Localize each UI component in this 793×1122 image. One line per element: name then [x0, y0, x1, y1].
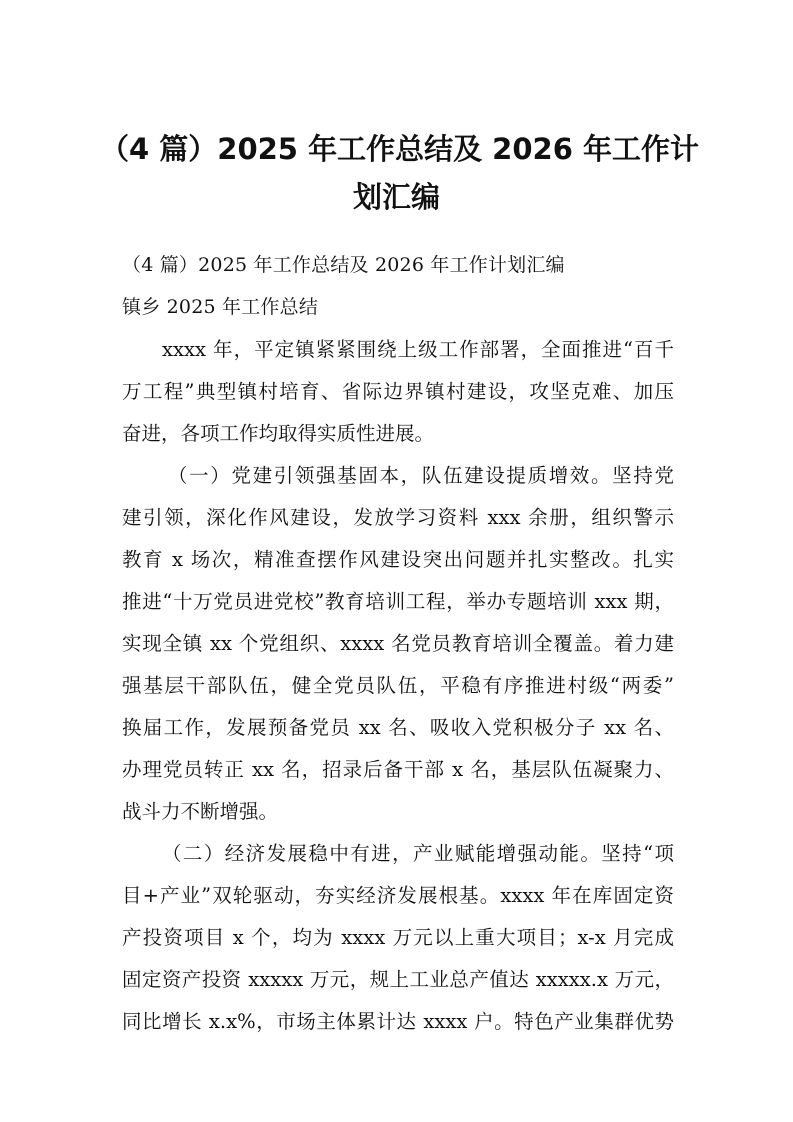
paragraph-line: 战斗力不断增强。 [122, 800, 279, 823]
paragraph-line: 奋进，各项工作均取得实质性进展。 [122, 422, 435, 445]
paragraph-line: 产投资项目 x 个，均为 xxxx 万元以上重大项目；x-x 月完成 [122, 926, 674, 949]
document-title-line-2: 划汇编 [352, 180, 440, 214]
paragraph-line: 建引领，深化作风建设，发放学习资料 xxx 余册，组织警示 [122, 506, 674, 529]
paragraph-line: 换届工作，发展预备党员 xx 名、吸收入党积极分子 xx 名、 [122, 716, 674, 739]
paragraph-line: 万工程”典型镇村培育、省际边界镇村建设，攻坚克难、加压 [122, 380, 674, 403]
paragraph-line: 实现全镇 xx 个党组织、xxxx 名党员教育培训全覆盖。着力建 [122, 632, 674, 655]
paragraph-line: 推进“十万党员进党校”教育培训工程，举办专题培训 xxx 期， [122, 590, 674, 613]
paragraph-line: （二）经济发展稳中有进，产业赋能增强动能。坚持“项 [162, 842, 674, 865]
paragraph-economy [122, 833, 674, 1043]
paragraph-line: 教育 x 场次，精准查摆作风建设突出问题并扎实整改。扎实 [122, 548, 674, 571]
paragraph-line: 强基层干部队伍，健全党员队伍，平稳有序推进村级“两委” [122, 674, 674, 697]
paragraph-party-building [122, 455, 674, 833]
paragraph-line: 办理党员转正 xx 名，招录后备干部 x 名，基层队伍凝聚力、 [122, 758, 674, 781]
paragraph-line: 同比增长 x.x%，市场主体累计达 xxxx 户。特色产业集群优势 [122, 1010, 674, 1033]
paragraph-line: xxxx 年，平定镇紧紧围绕上级工作部署，全面推进“百千 [162, 338, 674, 361]
paragraph-intro [122, 329, 674, 455]
paragraph-line: （一）党建引领强基固本，队伍建设提质增效。坚持党 [168, 464, 674, 487]
paragraph-line: 目+产业”双轮驱动，夯实经济发展根基。xxxx 年在库固定资 [122, 884, 674, 907]
section-heading: 镇乡 2025 年工作总结 [122, 296, 319, 318]
paragraph-line: 固定资产投资 xxxxx 万元，规上工业总产值达 xxxxx.x 万元， [122, 968, 674, 991]
document-subtitle: （4 篇）2025 年工作总结及 2026 年工作计划汇编 [122, 254, 565, 276]
document-title-line-1: （4 篇）2025 年工作总结及 2026 年工作计 [100, 132, 699, 166]
